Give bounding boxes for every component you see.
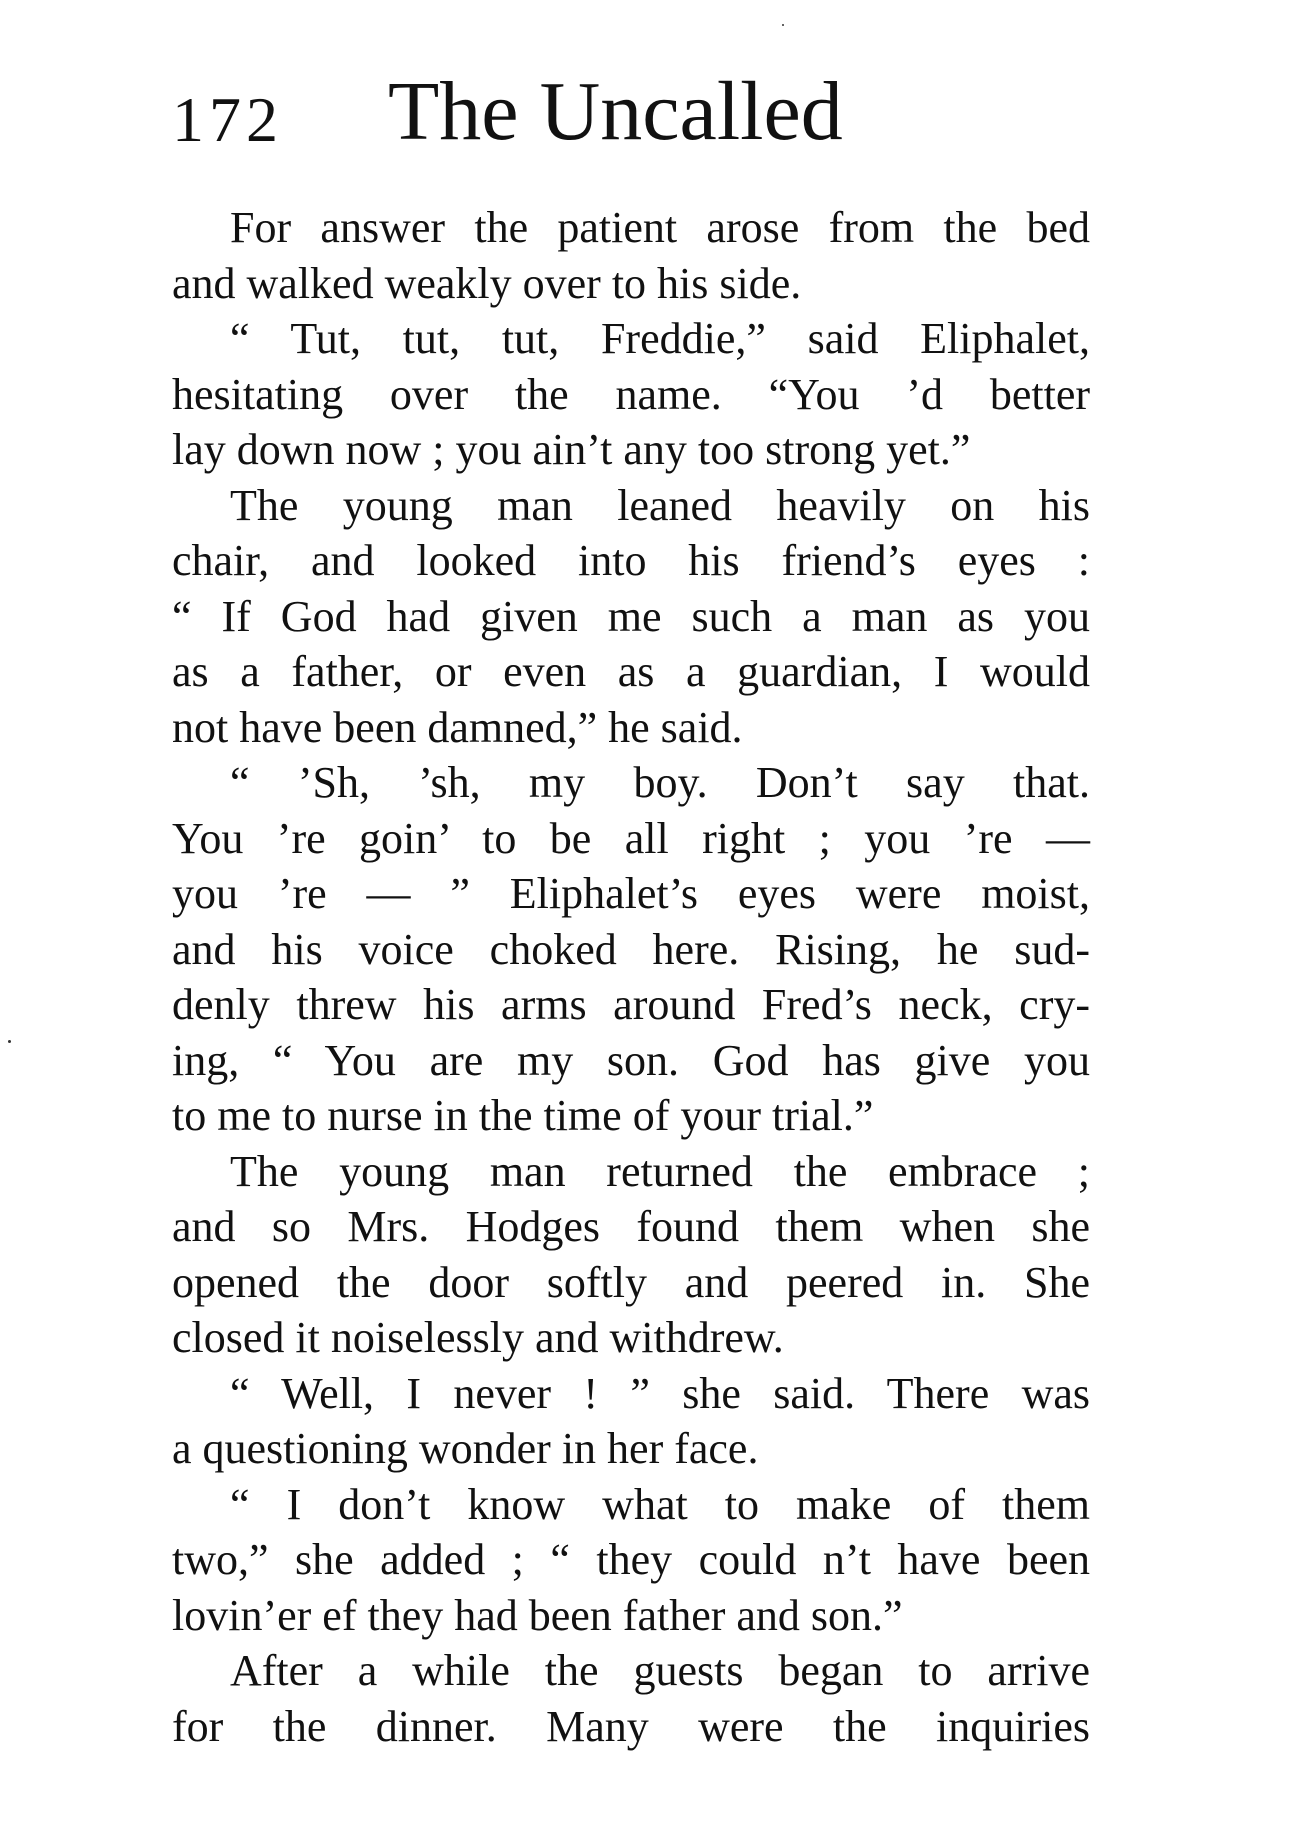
text-line: “ If God had given me such a man as you <box>172 591 1090 641</box>
text-line: The young man returned the embrace ; <box>230 1146 1090 1196</box>
text-line: opened the door softly and peered in. She <box>172 1257 1090 1307</box>
text-line: hesitating over the name. “You ’d better <box>172 369 1090 419</box>
running-title: The Uncalled <box>388 65 843 158</box>
body-text <box>172 200 1090 1754</box>
text-line: You ’re goin’ to be all right ; you ’re — <box>172 813 1090 863</box>
text-line: For answer the patient arose from the bed <box>230 203 1090 252</box>
text-line: and so Mrs. Hodges found them when she <box>172 1202 1090 1251</box>
text-line: closed it noiselessly and withdrew. <box>172 1313 784 1362</box>
page-number: 172 <box>172 84 283 155</box>
text-line: ing, “ You are my son. God has give you <box>172 1035 1090 1085</box>
text-line: for the dinner. Many were the inquiries <box>172 1701 1090 1751</box>
text-line: not have been damned,” he said. <box>172 702 743 752</box>
paper-speck <box>8 1040 11 1043</box>
text-line: denly threw his arms around Fred’s neck, cry- <box>172 980 1090 1029</box>
text-line: “ I don’t know what to make of them <box>230 1479 1090 1529</box>
text-line: “ ’Sh, ’sh, my boy. Don’t say that. <box>230 758 1090 807</box>
text-line: “ Well, I never ! ” she said. There was <box>230 1368 1090 1418</box>
text-line: two,” she added ; “ they could n’t have been <box>172 1535 1090 1584</box>
text-line: to me to nurse in the time of your trial.” <box>172 1091 874 1140</box>
text-line: lay down now ; you ain’t any too strong yet.” <box>172 425 971 474</box>
text-line: and walked weakly over to his side. <box>172 258 802 308</box>
text-line: a questioning wonder in her face. <box>172 1424 759 1473</box>
text-line: chair, and looked into his friend’s eyes : <box>172 536 1090 585</box>
text-line: lovin’er ef they had been father and son.” <box>172 1590 903 1640</box>
paper-speck <box>782 24 784 26</box>
text-line: as a father, or even as a guardian, I would <box>172 647 1090 696</box>
page-header <box>172 65 1122 180</box>
text-line: and his voice choked here. Rising, he sud- <box>172 924 1090 974</box>
text-line: “ Tut, tut, tut, Freddie,” said Eliphalet, <box>230 314 1090 363</box>
text-line: you ’re — ” Eliphalet’s eyes were moist, <box>172 869 1090 918</box>
text-line: The young man leaned heavily on his <box>230 480 1090 530</box>
text-line: After a while the guests began to arrive <box>230 1646 1090 1695</box>
